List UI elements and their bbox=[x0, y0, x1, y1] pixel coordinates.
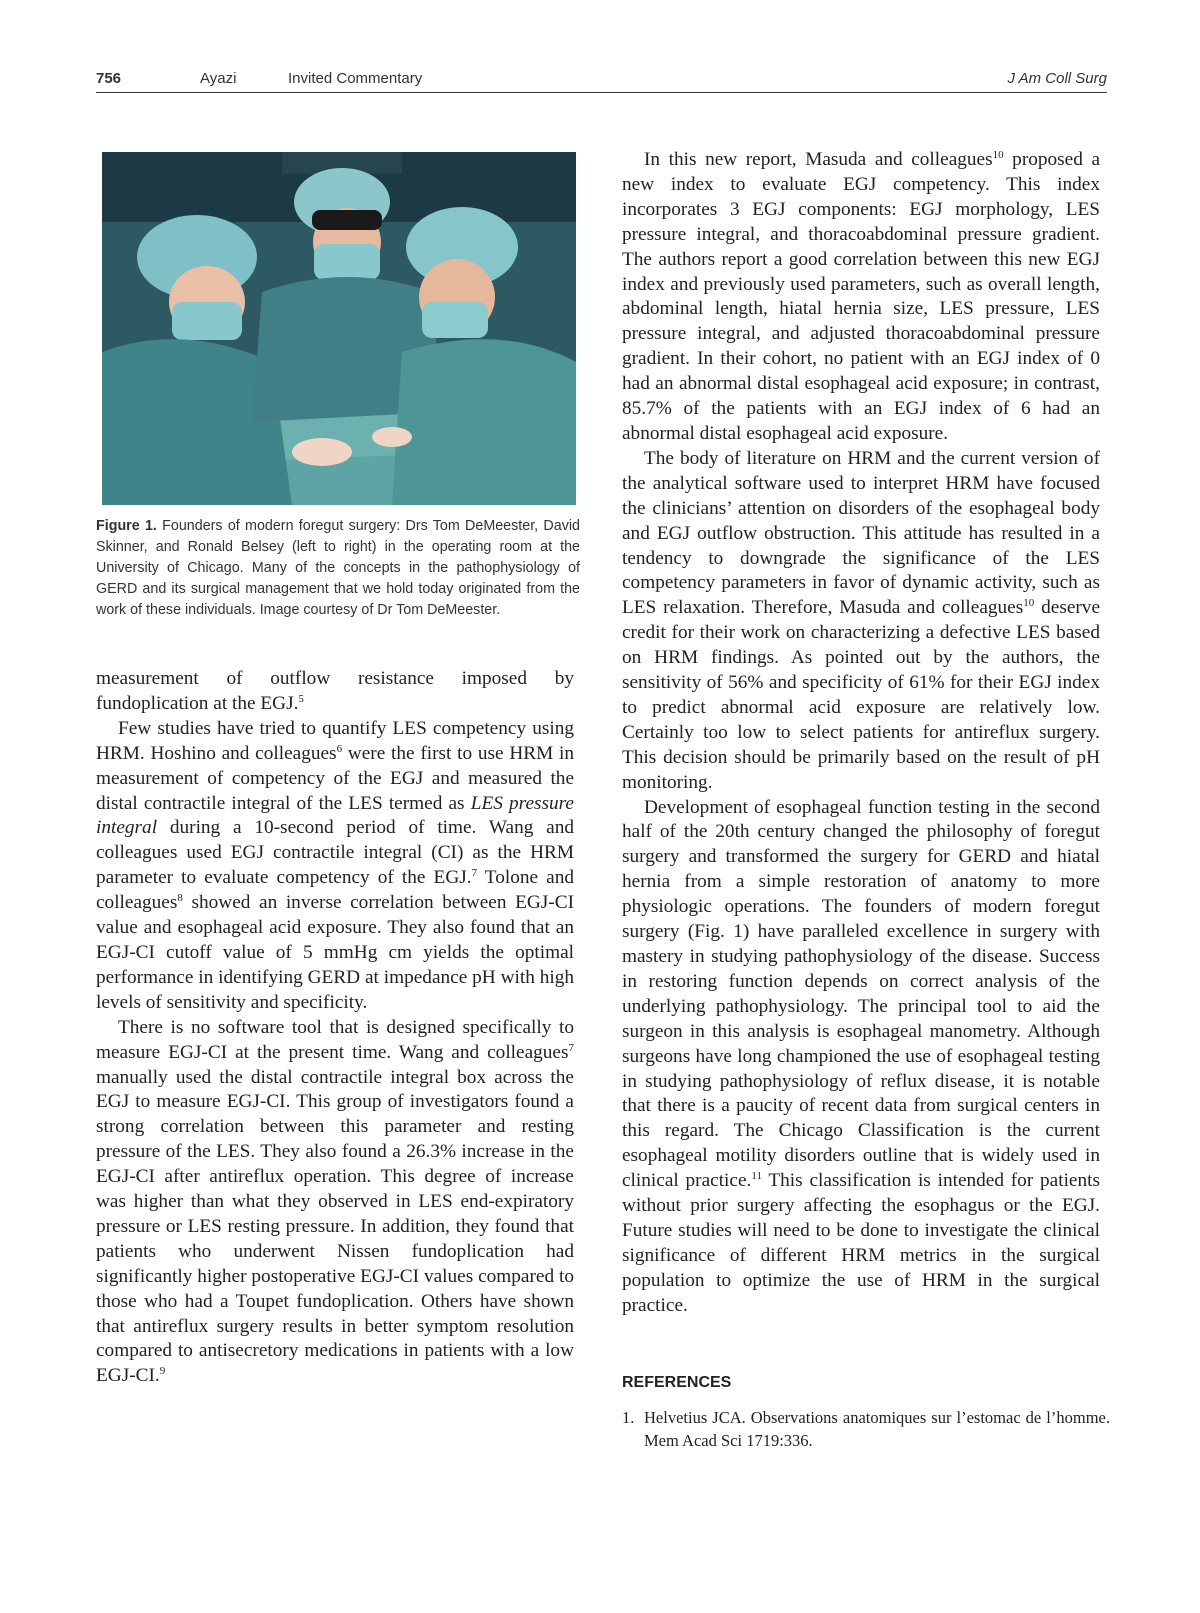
header-section: Invited Commentary bbox=[288, 70, 423, 87]
figure-caption bbox=[96, 516, 580, 621]
running-header bbox=[96, 66, 1107, 93]
reference-item bbox=[622, 1406, 1110, 1452]
references-heading: REFERENCES bbox=[622, 1374, 732, 1391]
paragraph: The body of literature on HRM and the current version of the analytical software used to interpret HRM have focused the clinicians’ attention on disorders of the esophageal body and EGJ outflow obstruction. This attitude has resulted in a tendency to downgrade the significance of the LES competency parameters in favor of dynamic activity, such as LES relaxation. Therefore, Masuda and colleagues$^{10}$ deserve credit for their work on characterizing a defective LES based on HRM findings. As pointed out by the authors, the sensitivity of 56% and specificity of 61% for their EGJ index to predict abnormal acid exposure are relatively low. Certainly too low to select patients for antireflux surgery. This decision should be primarily based on the result of pH monitoring. bbox=[622, 447, 1100, 793]
reference-text: Helvetius JCA. Observations anatomiques sur l’estomac de l’homme. Mem Acad Sci 1719:336. bbox=[644, 1408, 1110, 1450]
figure-1-photo bbox=[102, 152, 576, 505]
figure-caption-text: Founders of modern foregut surgery: Drs Tom DeMeester, David Skinner, and Ronald Belsey (left to right) in the operating room at the University of Chicago. Many of the concepts in the pathophysiology of GERD and its surgical management that we hold today originated from the work of these individuals. Image courtesy of Dr Tom DeMeester. bbox=[96, 518, 580, 618]
paragraph: measurement of outflow resistance imposed by fundoplication at the EGJ.$^5$ bbox=[96, 668, 574, 714]
figure-label: Figure 1. bbox=[96, 518, 157, 534]
left-column bbox=[96, 667, 574, 1389]
paragraph: Few studies have tried to quantify LES competency using HRM. Hoshino and colleagues$^6$ were the first to use HRM in measurement of competency of the EGJ and measured the distal contractile integral of the LES termed as LES pressure integral during a 10-second period of time. Wang and colleagues used EGJ contractile integral (CI) as the HRM parameter to evaluate competency of the EGJ.$^7$ Tolone and colleagues$^8$ showed an inverse correlation between EGJ-CI value and esophageal acid exposure. They also found that an EGJ-CI cutoff value of 5 mmHg cm yields the optimal performance in identifying GERD at impedance pH with high levels of sensitivity and specificity. bbox=[96, 717, 574, 1013]
header-author: Ayazi bbox=[200, 70, 237, 87]
header-journal: J Am Coll Surg bbox=[1007, 70, 1107, 87]
paragraph: Development of esophageal function testing in the second half of the 20th century changed the philosophy of foregut surgery and transformed the surgery for GERD and hiatal hernia from a simple restoration of anatomy to more physiologic operations. The founders of modern foregut surgery (Fig. 1) have paralleled excellence in surgery with mastery in studying pathophysiology of the disease. Success in restoring function depends on correct analysis of the underlying pathophysiology. The principal tool to aid the surgeon in this analysis is esophageal manometry. Although surgeons have long championed the use of esophageal testing in studying pathophysiology of reflux disease, it is notable that there is a paucity of recent data from surgical centers in this regard. The Chicago Classification is the current esophageal motility disorders outline that is widely used in clinical practice.$^{11}$ This classification is intended for patients without prior surgery affecting the esophagus or the EGJ. Future studies will need to be done to investigate the clinical significance of different HRM metrics in the surgical population to optimize the use of HRM in the surgical practice. bbox=[622, 796, 1100, 1316]
reference-number: 1. bbox=[622, 1408, 635, 1427]
paragraph: There is no software tool that is designed specifically to measure EGJ-CI at the present time. Wang and colleagues$^7$ manually used the distal contractile integral box across the EGJ to measure EGJ-CI. This group of investigators found a strong correlation between this parameter and resting pressure of the LES. They also found a 26.3% increase in the EGJ-CI after antireflux operation. This degree of increase was higher than what they observed in LES end-expiratory pressure or LES resting pressure. In addition, they found that patients who underwent Nissen fundoplication had significantly higher postoperative EGJ-CI values compared to those who had a Toupet fundoplication. Others have shown that antireflux surgery results in better symptom resolution compared to antisecretory medications in patients with a low EGJ-CI.$^9$ bbox=[96, 1016, 574, 1387]
surgeons-illustration bbox=[102, 152, 576, 505]
page-number: 756 bbox=[96, 70, 122, 87]
right-column bbox=[622, 148, 1100, 1319]
paragraph: In this new report, Masuda and colleagues$^{10}$ proposed a new index to evaluate EGJ competency. This index incorporates 3 EGJ components: EGJ morphology, LES pressure integral, and thoracoabdominal pressure gradient. The authors report a good correlation between this new EGJ index and previously used parameters, such as overall length, abdominal length, hiatal hernia size, LES pressure, LES pressure integral, and adjusted thoracoabdominal pressure gradient. In their cohort, no patient with an EGJ index of 0 had an abnormal distal esophageal acid exposure; in contrast, 85.7% of the patients with an EGJ index of 6 had an abnormal distal esophageal acid exposure. bbox=[622, 149, 1101, 444]
